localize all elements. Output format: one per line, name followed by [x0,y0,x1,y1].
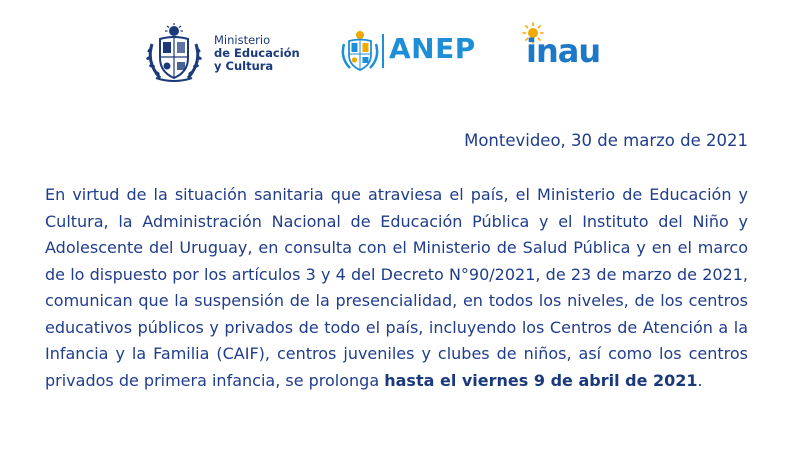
logos-header [0,18,800,88]
anep-logo [337,28,497,76]
inau-logo [522,22,632,80]
date-line: Montevideo, 30 de marzo de 2021 [464,131,748,150]
uruguay-coat-of-arms-icon [142,22,206,84]
body-end-text: . [697,370,703,390]
mec-logo-text [214,34,300,73]
inau-logo-text: inau [526,32,601,70]
mec-logo [142,22,312,84]
body-main-text: En virtud de la situación sanitaria que atraviesa el país, el Ministerio de Educación y Cultura, la Administración Nacional de Educación Pública y el Instituto del Niño y Adolescente del Uruguay, en consulta con el Ministerio de Salud Pública y en el marco de lo dispuesto por los artículos 3 y 4 del Decreto N°90/2021, de 23 de marzo de 2021, comunican que la suspensión de la presencialidad, en todos los niveles, de los centros educativos públicos y privados de todo el país, incluyendo los Centros de Atención a la Infancia y la Familia (CAIF), centros juveniles y clubes de niños, así como los centros privados de primera infancia, se prolonga [45,185,748,390]
uruguay-coat-of-arms-icon [337,28,383,74]
body-bold-date: hasta el viernes 9 de abril de 2021 [384,370,698,390]
anep-divider [382,34,384,68]
mec-line2: de Educación [214,46,300,60]
anep-logo-text: ANEP [389,32,476,65]
body-paragraph [45,182,748,394]
mec-line1: Ministerio [214,33,271,47]
mec-line3: y Cultura [214,59,274,73]
